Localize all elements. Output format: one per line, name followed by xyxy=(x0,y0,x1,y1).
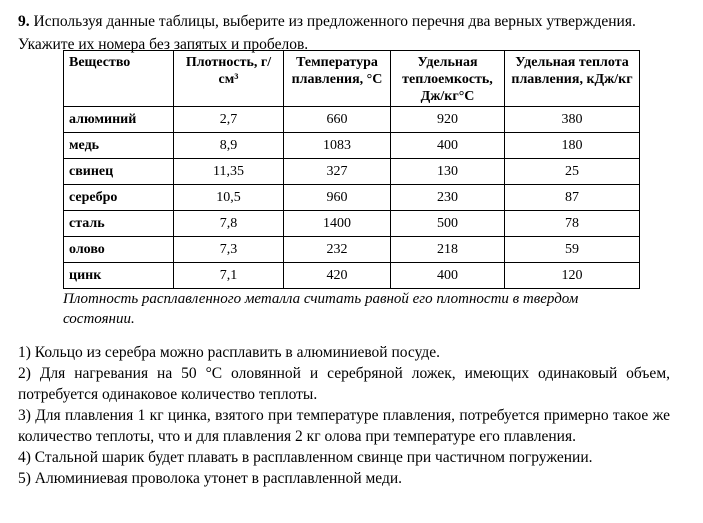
option-2: 2) Для нагревания на 50 °С оловянной и серебряной ложек, имеющих одинаковый объем, потребуется одинаковое количество теплоты. xyxy=(18,365,670,403)
cell-melting-point: 660 xyxy=(284,107,391,133)
table-row xyxy=(64,159,640,185)
cell-substance: цинк xyxy=(64,263,174,289)
cell-substance: олово xyxy=(64,237,174,263)
cell-specific-heat: 218 xyxy=(391,237,505,263)
cell-heat-of-fusion: 120 xyxy=(505,263,640,289)
cell-specific-heat: 130 xyxy=(391,159,505,185)
cell-melting-point: 420 xyxy=(284,263,391,289)
task-text: Используя данные таблицы, выберите из предложенного перечня два верных утверждения. Укажите их номера без запятых и пробелов. xyxy=(18,13,636,53)
table-row xyxy=(64,211,640,237)
header-substance: Вещество xyxy=(64,51,174,107)
cell-heat-of-fusion: 78 xyxy=(505,211,640,237)
cell-melting-point: 1083 xyxy=(284,133,391,159)
table-row xyxy=(64,263,640,289)
answer-options xyxy=(18,342,670,489)
option-5: 5) Алюминиевая проволока утонет в расплавленной меди. xyxy=(18,470,403,487)
table-note: Плотность расплавленного металла считать равной его плотности в твердом состоянии. xyxy=(63,291,579,327)
task-number: 9. xyxy=(18,13,30,30)
header-melting-point: Температура плавления, °С xyxy=(284,51,391,107)
cell-specific-heat: 500 xyxy=(391,211,505,237)
cell-specific-heat: 400 xyxy=(391,263,505,289)
table-header-row xyxy=(64,51,640,107)
cell-heat-of-fusion: 25 xyxy=(505,159,640,185)
cell-substance: свинец xyxy=(64,159,174,185)
cell-substance: серебро xyxy=(64,185,174,211)
cell-density: 2,7 xyxy=(174,107,284,133)
cell-density: 8,9 xyxy=(174,133,284,159)
cell-substance: медь xyxy=(64,133,174,159)
cell-specific-heat: 230 xyxy=(391,185,505,211)
cell-substance: алюминий xyxy=(64,107,174,133)
cell-density: 7,8 xyxy=(174,211,284,237)
table-row xyxy=(64,107,640,133)
option-3: 3) Для плавления 1 кг цинка, взятого при температуре плавления, потребуется примерно такое же количество теплоты, что и для плавления 2 кг олова при температуре его плавления. xyxy=(18,407,670,445)
cell-density: 11,35 xyxy=(174,159,284,185)
cell-heat-of-fusion: 180 xyxy=(505,133,640,159)
cell-heat-of-fusion: 59 xyxy=(505,237,640,263)
table-row xyxy=(64,185,640,211)
cell-specific-heat: 920 xyxy=(391,107,505,133)
cell-density: 10,5 xyxy=(174,185,284,211)
cell-melting-point: 327 xyxy=(284,159,391,185)
cell-density: 7,1 xyxy=(174,263,284,289)
materials-table xyxy=(63,50,640,289)
cell-density: 7,3 xyxy=(174,237,284,263)
cell-specific-heat: 400 xyxy=(391,133,505,159)
table-row xyxy=(64,133,640,159)
cell-melting-point: 232 xyxy=(284,237,391,263)
header-specific-heat: Удельная теплоемкость, Дж/кг°С xyxy=(391,51,505,107)
cell-heat-of-fusion: 380 xyxy=(505,107,640,133)
header-heat-of-fusion: Удельная теплота плавления, кДж/кг xyxy=(505,51,640,107)
cell-substance: сталь xyxy=(64,211,174,237)
table-row xyxy=(64,237,640,263)
option-4: 4) Стальной шарик будет плавать в расплавленном свинце при частичном погружении. xyxy=(18,449,593,466)
header-density: Плотность, г/см³ xyxy=(174,51,284,107)
cell-melting-point: 960 xyxy=(284,185,391,211)
cell-melting-point: 1400 xyxy=(284,211,391,237)
cell-heat-of-fusion: 87 xyxy=(505,185,640,211)
option-1: 1) Кольцо из серебра можно расплавить в алюминиевой посуде. xyxy=(18,344,440,361)
